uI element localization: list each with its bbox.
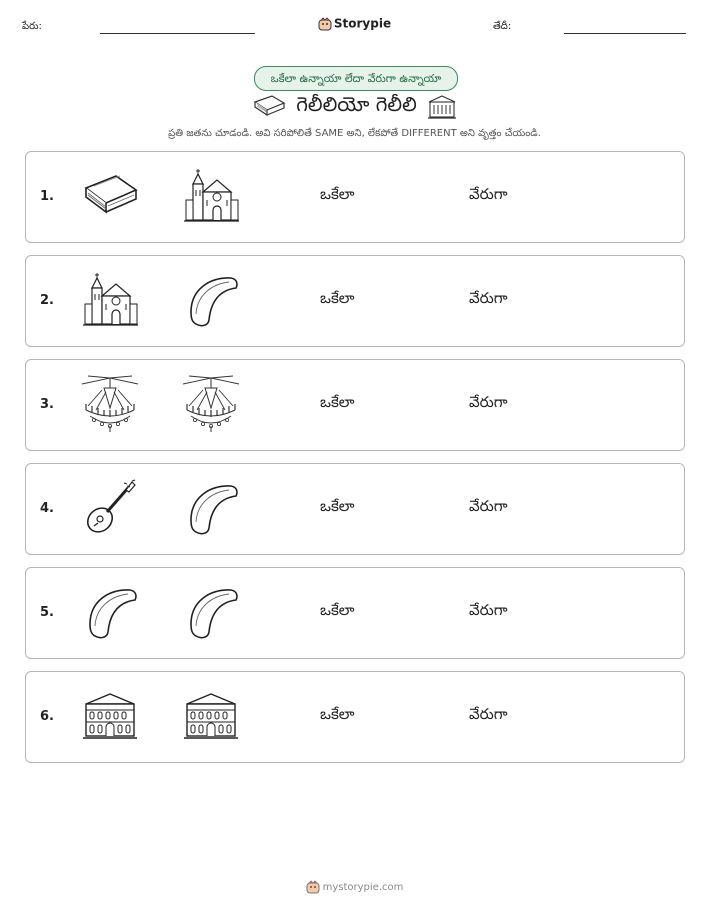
- different-option[interactable]: వేరుగా: [469, 185, 508, 203]
- question-row: [25, 255, 685, 347]
- page-title: గెలీలియో గెలీలి: [296, 92, 417, 116]
- question-number: 2.: [40, 293, 54, 308]
- question-row: [25, 567, 685, 659]
- book-icon: [80, 166, 140, 226]
- question-number: 4.: [40, 501, 54, 516]
- question-number: 3.: [40, 397, 54, 412]
- same-option[interactable]: ఒకేలా: [320, 601, 355, 619]
- question-row: [25, 359, 685, 451]
- lens-icon: [181, 270, 241, 330]
- different-option[interactable]: వేరుగా: [469, 601, 508, 619]
- same-option[interactable]: ఒకేలా: [320, 705, 355, 723]
- date-line[interactable]: [564, 33, 686, 34]
- footer-url: mystorypie.com: [322, 882, 404, 893]
- date-label: తేదీ:: [493, 21, 512, 32]
- question-row: [25, 463, 685, 555]
- chandelier-icon: [181, 374, 241, 434]
- brand: [0, 13, 709, 32]
- question-number: 6.: [40, 709, 54, 724]
- lute-icon: [80, 478, 140, 538]
- lens-icon: [181, 478, 241, 538]
- storypie-logo-icon: [306, 880, 320, 894]
- university-icon: [427, 94, 457, 120]
- church-icon: [181, 166, 241, 226]
- banner-pill: ఒకేలా ఉన్నాయా లేదా వేరుగా ఉన్నాయా: [254, 66, 458, 91]
- brand-name: Storypie: [333, 16, 392, 31]
- instructions: ప్రతి జతను చూడండి. అవి సరిపోలితే SAME అని, లేకపోతే DIFFERENT అని వృత్తం చేయండి.: [168, 128, 541, 139]
- same-option[interactable]: ఒకేలా: [320, 497, 355, 515]
- lens-icon: [181, 582, 241, 642]
- name-line[interactable]: [100, 33, 255, 34]
- different-option[interactable]: వేరుగా: [469, 497, 508, 515]
- question-number: 5.: [40, 605, 54, 620]
- question-row: [25, 671, 685, 763]
- page-title-wrap: [0, 92, 709, 121]
- lens-icon: [80, 582, 140, 642]
- chandelier-icon: [80, 374, 140, 434]
- university-icon: [80, 686, 140, 746]
- same-option[interactable]: ఒకేలా: [320, 393, 355, 411]
- question-row: [25, 151, 685, 243]
- footer: [0, 880, 709, 894]
- different-option[interactable]: వేరుగా: [469, 705, 508, 723]
- storypie-logo-icon: [318, 17, 332, 31]
- book-icon: [252, 94, 286, 120]
- different-option[interactable]: వేరుగా: [469, 393, 508, 411]
- same-option[interactable]: ఒకేలా: [320, 185, 355, 203]
- university-icon: [181, 686, 241, 746]
- different-option[interactable]: వేరుగా: [469, 289, 508, 307]
- same-option[interactable]: ఒకేలా: [320, 289, 355, 307]
- name-label: పేరు:: [22, 21, 42, 32]
- question-number: 1.: [40, 189, 54, 204]
- church-icon: [80, 270, 140, 330]
